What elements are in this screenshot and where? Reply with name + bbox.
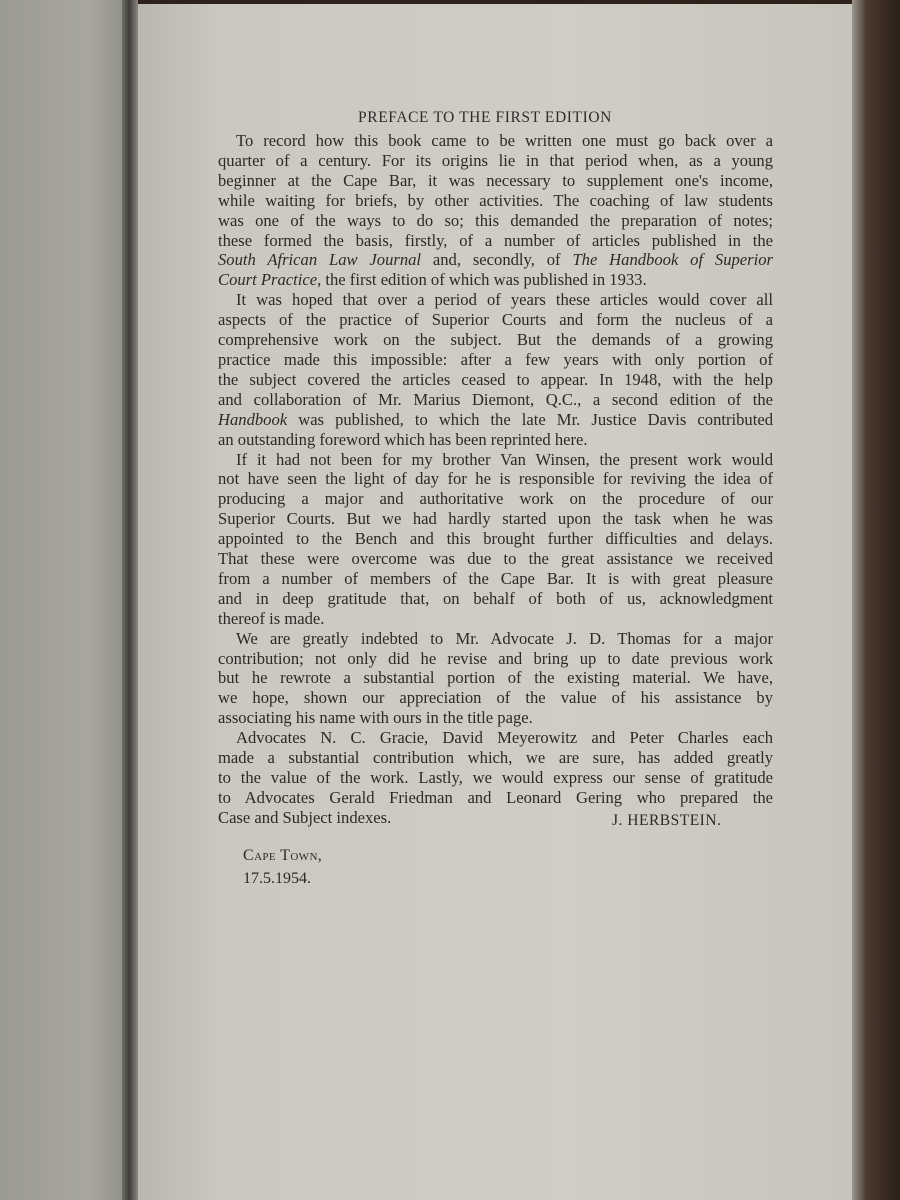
- text-line: [218, 231, 773, 251]
- italic-title: South African Law Journal: [218, 250, 422, 270]
- paragraph: [218, 450, 773, 629]
- text-line: [218, 250, 773, 270]
- text-segment: Superior Courts. But we had hardly started upon the task when he was: [218, 509, 773, 529]
- text-line: [218, 191, 773, 211]
- text-segment: Advocates N. C. Gracie, David Meyerowitz and Peter Charles each: [236, 728, 773, 748]
- text-segment: appointed to the Bench and this brought further difficulties and delays.: [218, 529, 773, 549]
- text-line: [218, 708, 773, 728]
- text-segment: an outstanding foreword which has been reprinted here.: [218, 429, 588, 449]
- text-line: [218, 489, 773, 509]
- page-edge: [852, 0, 900, 1200]
- text-line: [218, 151, 773, 171]
- text-segment: was published, to which the late Mr. Justice Davis contributed: [287, 409, 773, 429]
- text-line: [218, 609, 773, 629]
- text-segment: That these were overcome was due to the great assistance we received: [218, 549, 773, 569]
- text-segment: and in deep gratitude that, on behalf of both of us, acknowledgment: [218, 588, 773, 608]
- text-segment: If it had not been for my brother Van Winsen, the present work would: [236, 449, 773, 469]
- book-gutter: [122, 0, 138, 1200]
- text-segment: the subject covered the articles ceased to appear. In 1948, with the help: [218, 369, 773, 389]
- place-line: Cape Town,: [243, 847, 323, 864]
- text-segment: not have seen the light of day for he is responsible for reviving the idea of: [218, 469, 773, 489]
- text-segment: but he rewrote a substantial portion of the existing material. We have,: [218, 668, 773, 688]
- text-segment: contribution; not only did he revise and bring up to date previous work: [218, 648, 773, 668]
- text-line: [218, 728, 773, 748]
- author-signature: J. HERBSTEIN.: [612, 812, 722, 829]
- text-segment: from a number of members of the Cape Bar. It is with great pleasure: [218, 568, 773, 588]
- date-line: 17.5.1954.: [243, 870, 311, 887]
- text-line: [218, 688, 773, 708]
- text-segment: practice made this impossible: after a few years with only portion of: [218, 349, 773, 369]
- text-segment: to the value of the work. Lastly, we would express our sense of gratitude: [218, 768, 773, 787]
- text-segment: thereof is made.: [218, 608, 325, 628]
- text-segment: we hope, shown our appreciation of the value of his assistance by: [218, 688, 773, 708]
- paragraph: [218, 629, 773, 729]
- text-line: [218, 748, 773, 768]
- text-line: [218, 549, 773, 569]
- text-line: [218, 788, 773, 808]
- text-line: [218, 171, 773, 191]
- text-line: [218, 668, 773, 688]
- text-line: [218, 430, 773, 450]
- text-line: [218, 649, 773, 669]
- text-segment: It was hoped that over a period of years these articles would cover all: [236, 290, 773, 310]
- text-segment: made a substantial contribution which, we are sure, has added greatly: [218, 748, 773, 768]
- text-line: [218, 270, 773, 290]
- text-segment: We are greatly indebted to Mr. Advocate J. D. Thomas for a major: [236, 628, 773, 648]
- italic-title: Handbook: [218, 409, 288, 429]
- text-line: [218, 290, 773, 310]
- text-segment: was one of the ways to do so; this demanded the preparation of notes;: [218, 210, 773, 230]
- text-line: [218, 390, 773, 410]
- text-segment: to Advocates Gerald Friedman and Leonard Gering who prepared the: [218, 787, 773, 807]
- text-segment: associating his name with ours in the title page.: [218, 708, 533, 728]
- text-line: [218, 350, 773, 370]
- text-segment: comprehensive work on the subject. But the demands of a growing: [218, 330, 773, 350]
- text-segment: , the first edition of which was published in 1933.: [317, 270, 647, 290]
- italic-title: Court Practice: [218, 270, 318, 290]
- text-line: [218, 509, 773, 529]
- text-line: [218, 569, 773, 589]
- text-segment: producing a major and authoritative work on the procedure of our: [218, 489, 773, 509]
- text-line: [218, 131, 773, 151]
- text-segment: beginner at the Cape Bar, it was necessary to supplement one's income,: [218, 170, 773, 190]
- italic-title: The Handbook of Superior: [572, 250, 773, 270]
- text-segment: and collaboration of Mr. Marius Diemont, Q.C., a second edition of the: [218, 389, 773, 409]
- preface-body: [218, 131, 773, 828]
- text-segment: these formed the basis, firstly, of a number of articles published in the: [218, 230, 773, 250]
- left-page: [0, 0, 128, 1200]
- paragraph: [218, 131, 773, 290]
- page-heading: PREFACE TO THE FIRST EDITION: [358, 109, 612, 126]
- text-line: [218, 469, 773, 489]
- text-line: [218, 768, 773, 788]
- text-line: [218, 211, 773, 231]
- text-line: [218, 310, 773, 330]
- text-segment: while waiting for briefs, by other activities. The coaching of law students: [218, 190, 773, 210]
- text-line: [218, 370, 773, 390]
- text-segment: and, secondly, of: [421, 250, 573, 270]
- text-line: [218, 589, 773, 609]
- text-segment: quarter of a century. For its origins lie in that period when, as a young: [218, 150, 773, 170]
- text-line: [218, 450, 773, 470]
- text-line: [218, 529, 773, 549]
- text-line: [218, 629, 773, 649]
- paragraph: [218, 290, 773, 449]
- text-segment: aspects of the practice of Superior Courts and form the nucleus of a: [218, 310, 773, 330]
- text-line: [218, 410, 773, 430]
- text-line: [218, 330, 773, 350]
- text-segment: Case and Subject indexes.: [218, 807, 392, 827]
- text-segment: To record how this book came to be written one must go back over a: [236, 131, 773, 150]
